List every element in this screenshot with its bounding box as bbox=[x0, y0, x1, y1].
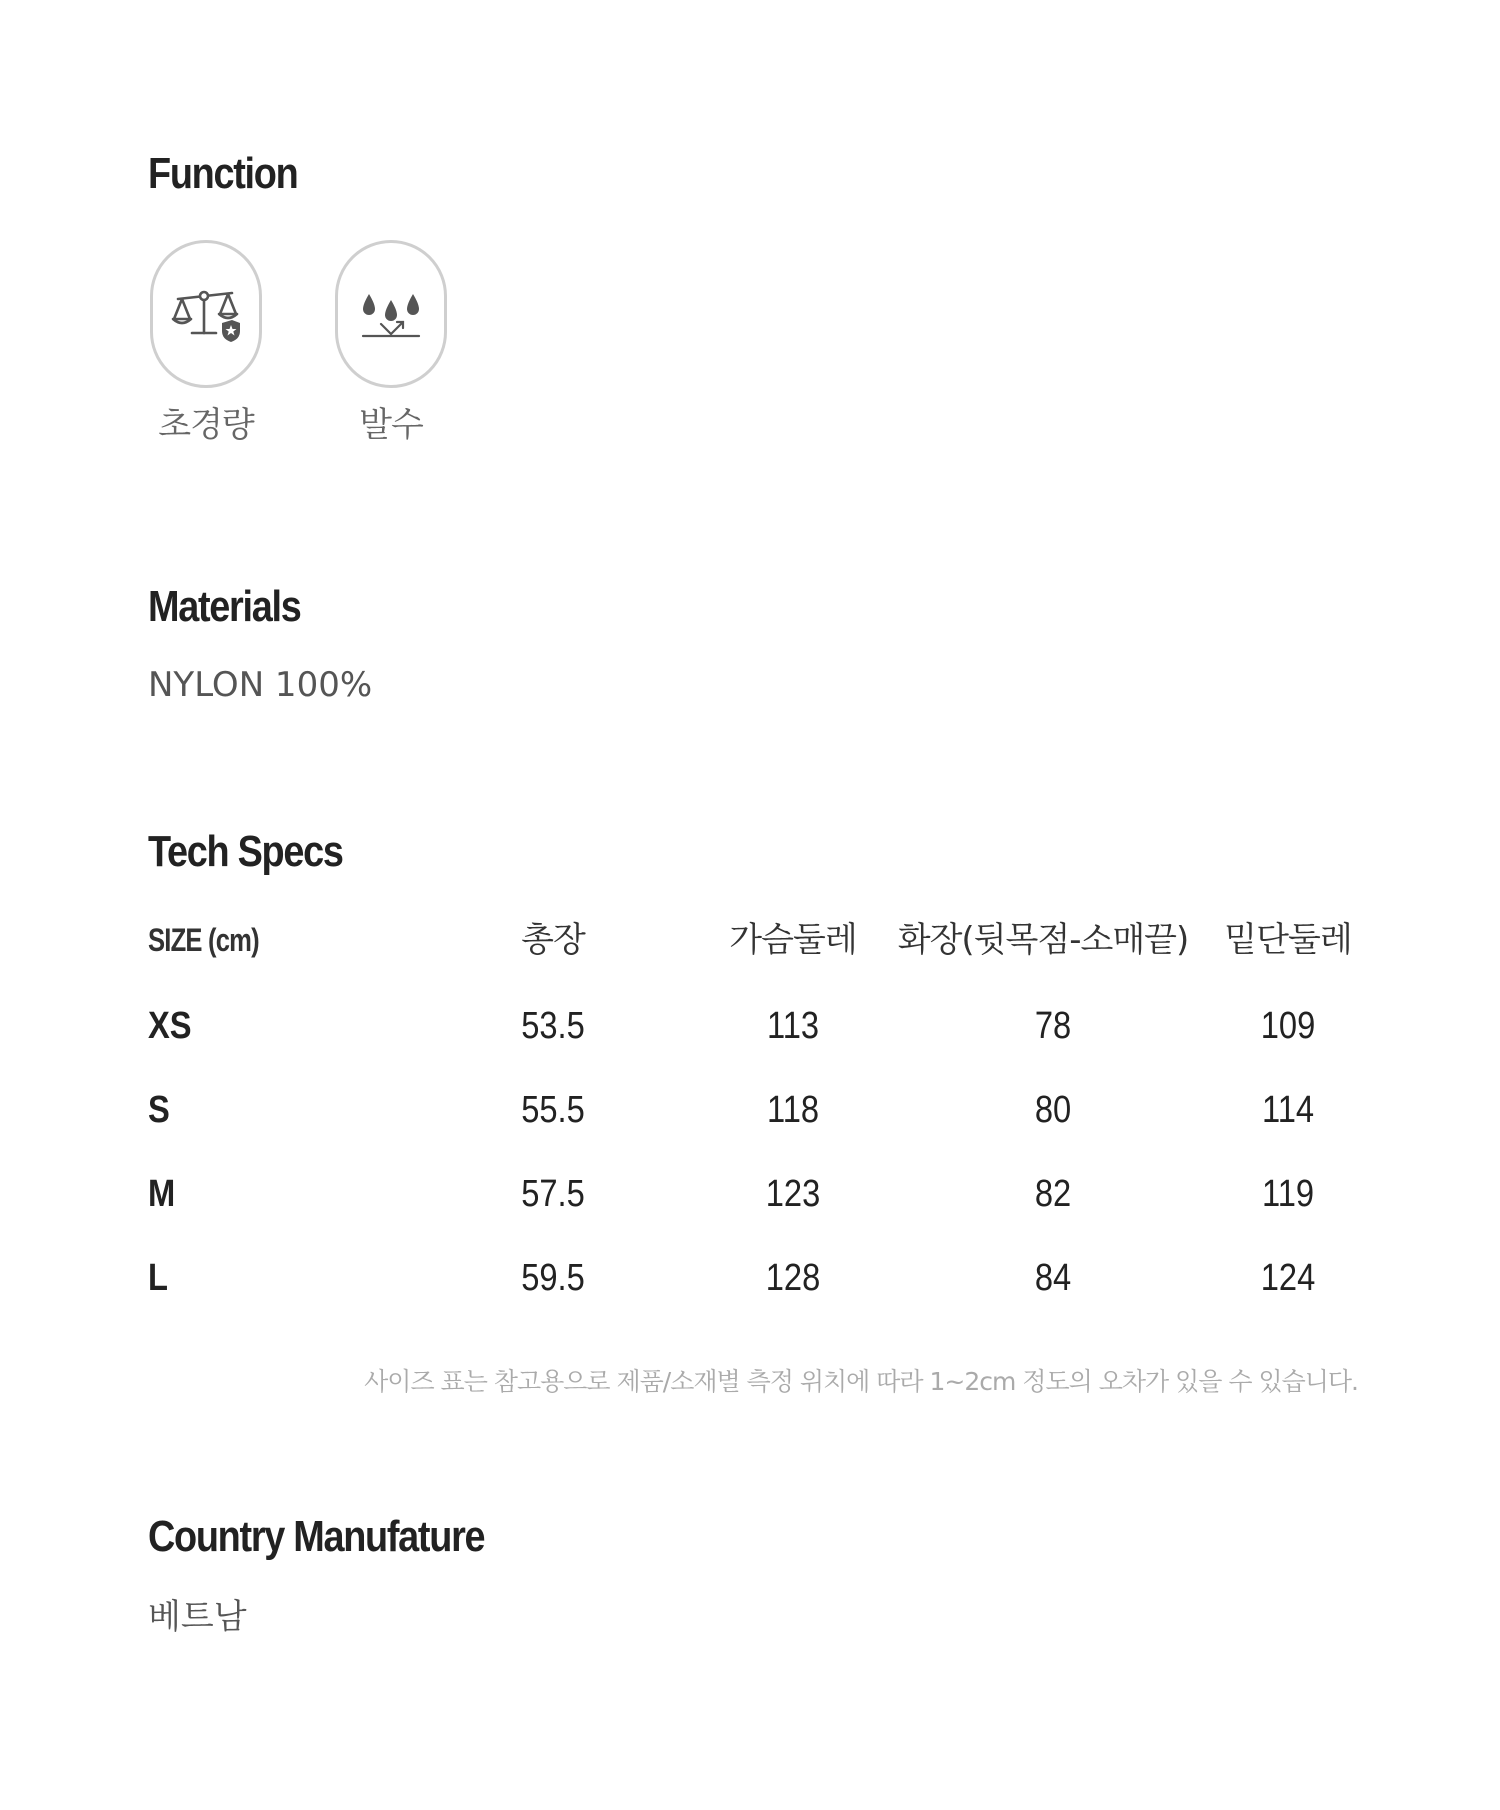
specs-row-l bbox=[148, 1248, 1358, 1308]
function-title: Function bbox=[148, 149, 298, 198]
specs-sleeve: 80 bbox=[1034, 1089, 1072, 1131]
country-value: 베트남 bbox=[148, 1597, 247, 1637]
function-label: 발수 bbox=[359, 405, 423, 445]
function-icon-pill bbox=[150, 240, 262, 388]
specs-hem: 124 bbox=[1260, 1257, 1316, 1299]
specs-header-row bbox=[148, 910, 1358, 970]
function-label: 초경량 bbox=[158, 405, 254, 445]
specs-hem: 119 bbox=[1261, 1173, 1315, 1215]
specs-hem: 109 bbox=[1260, 1005, 1316, 1047]
specs-length: 55.5 bbox=[521, 1089, 585, 1131]
function-icon-pill bbox=[335, 240, 447, 388]
specs-size: L bbox=[148, 1257, 168, 1299]
specs-sleeve: 78 bbox=[1034, 1005, 1072, 1047]
specs-sleeve: 84 bbox=[1034, 1257, 1072, 1299]
specs-length: 53.5 bbox=[521, 1005, 585, 1047]
materials-value: NYLON 100% bbox=[148, 665, 373, 705]
specs-header-length: 총장 bbox=[521, 920, 585, 960]
specs-chest: 128 bbox=[765, 1257, 821, 1299]
water-repellent-icon bbox=[359, 288, 423, 340]
function-item-water-repellent bbox=[333, 240, 449, 445]
specs-size: XS bbox=[148, 1005, 192, 1047]
materials-title: Materials bbox=[148, 582, 301, 631]
function-item-ultralight bbox=[148, 240, 264, 445]
specs-sleeve: 82 bbox=[1034, 1173, 1072, 1215]
specs-size: M bbox=[148, 1173, 176, 1215]
specs-row-s bbox=[148, 1080, 1358, 1140]
specs-chest: 123 bbox=[765, 1173, 821, 1215]
specs-chest: 118 bbox=[766, 1089, 820, 1131]
specs-length: 59.5 bbox=[521, 1257, 585, 1299]
specs-header-size: SIZE (cm) bbox=[148, 922, 259, 958]
specs-chest: 113 bbox=[766, 1005, 820, 1047]
specs-header-hem: 밑단둘레 bbox=[1224, 920, 1352, 960]
specs-row-xs bbox=[148, 996, 1358, 1056]
country-title: Country Manufature bbox=[148, 1512, 485, 1561]
specs-length: 57.5 bbox=[521, 1173, 585, 1215]
specs-header-sleeve: 화장(뒷목점-소매끝) bbox=[897, 920, 1189, 960]
specs-note: 사이즈 표는 참고용으로 제품/소재별 측정 위치에 따라 1~2cm 정도의 오차가 있을 수 있습니다. bbox=[364, 1367, 1358, 1396]
specs-header-chest: 가슴둘레 bbox=[729, 920, 857, 960]
tech-specs-title: Tech Specs bbox=[148, 827, 343, 876]
specs-row-m bbox=[148, 1164, 1358, 1224]
specs-hem: 114 bbox=[1261, 1089, 1315, 1131]
specs-size: S bbox=[148, 1089, 170, 1131]
ultralight-scale-icon bbox=[170, 285, 242, 343]
